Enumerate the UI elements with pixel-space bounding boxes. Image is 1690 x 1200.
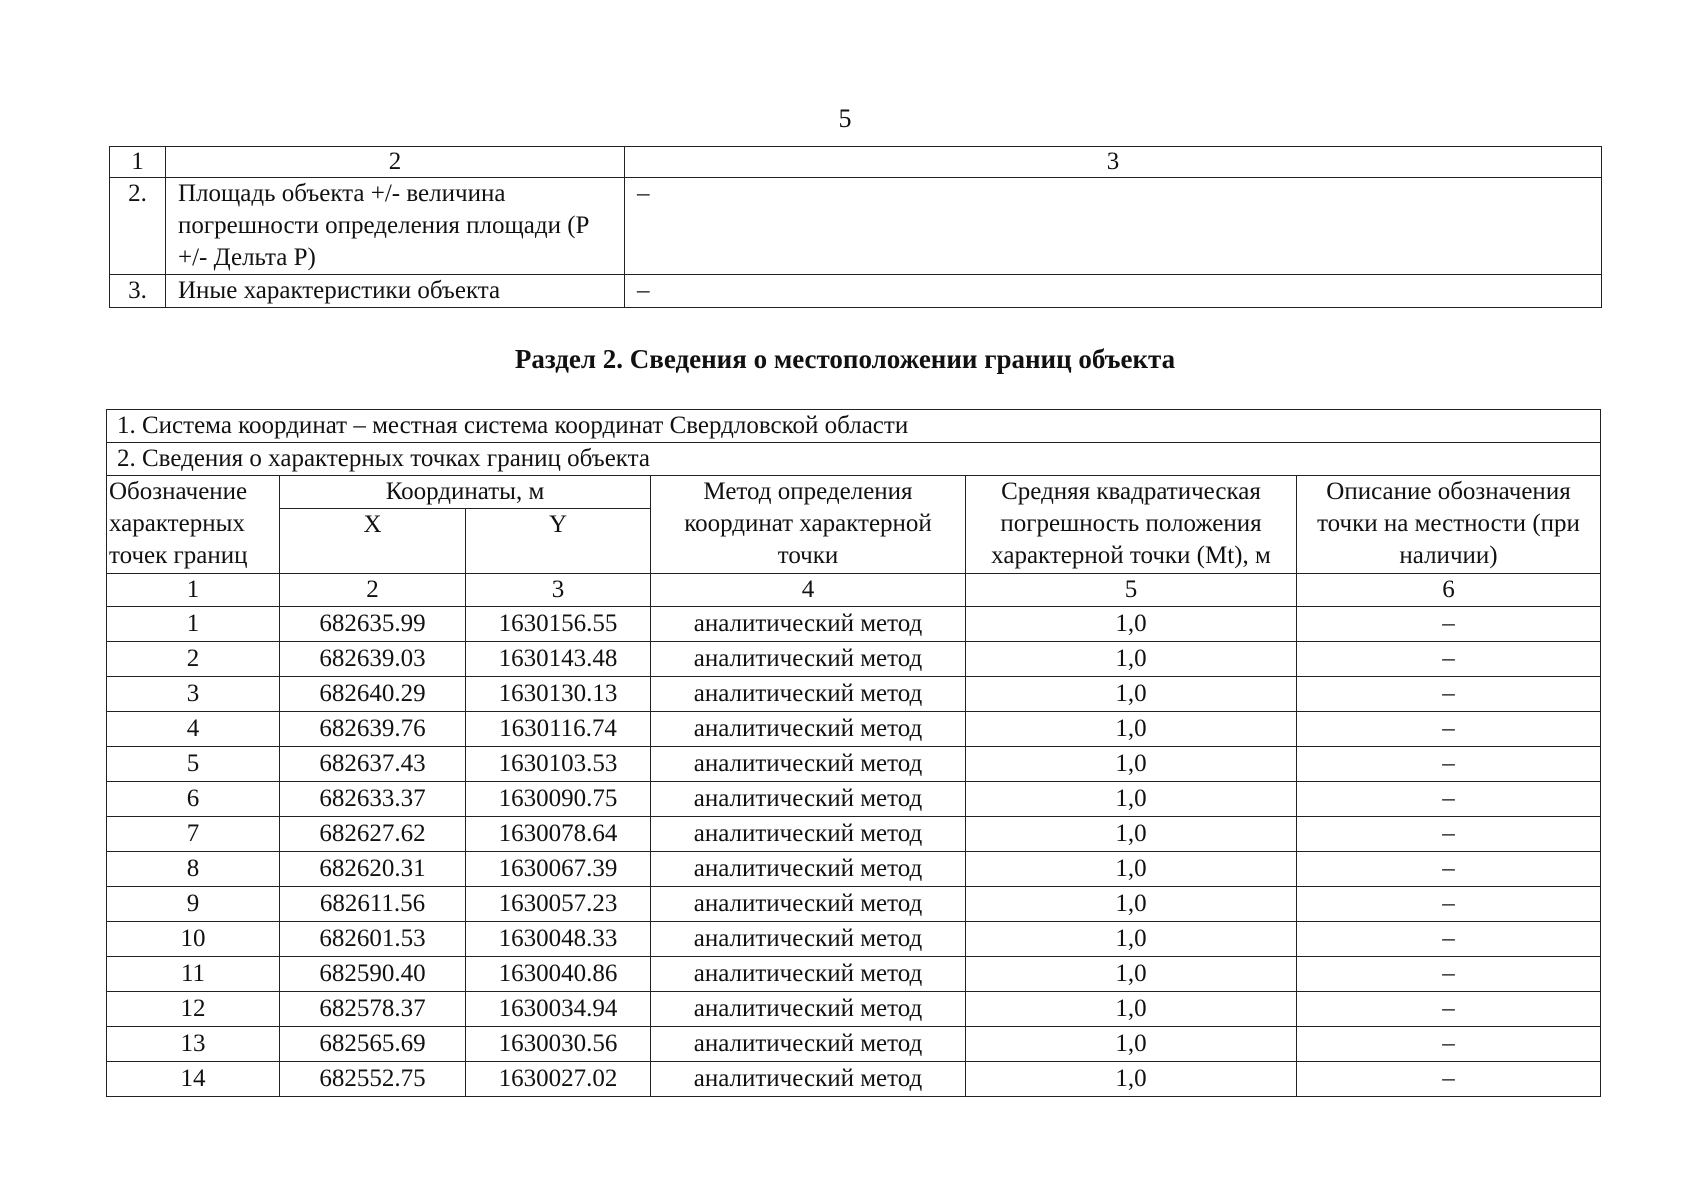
table1-header-cell: 2 xyxy=(166,147,625,178)
table-row xyxy=(107,607,1601,642)
coordinate-system-row xyxy=(107,410,1601,443)
description-cell: – xyxy=(1297,922,1601,957)
description-cell: – xyxy=(1297,887,1601,922)
method-cell: аналитический метод xyxy=(651,607,966,642)
table-row xyxy=(107,1027,1601,1062)
error-cell: 1,0 xyxy=(966,922,1297,957)
points-body xyxy=(107,607,1601,1097)
point-number-cell: 11 xyxy=(107,957,280,992)
x-coordinate-cell: 682620.31 xyxy=(280,852,466,887)
point-number-cell: 1 xyxy=(107,607,280,642)
column-number: 4 xyxy=(651,574,966,607)
point-number-cell: 6 xyxy=(107,782,280,817)
y-coordinate-cell: 1630027.02 xyxy=(466,1062,651,1097)
method-cell: аналитический метод xyxy=(651,782,966,817)
error-cell: 1,0 xyxy=(966,887,1297,922)
method-cell: аналитический метод xyxy=(651,642,966,677)
method-cell: аналитический метод xyxy=(651,677,966,712)
page-number: 5 xyxy=(838,104,852,133)
error-cell: 1,0 xyxy=(966,747,1297,782)
point-number-cell: 10 xyxy=(107,922,280,957)
point-number-cell: 2 xyxy=(107,642,280,677)
column-number: 3 xyxy=(466,574,651,607)
y-coordinate-cell: 1630143.48 xyxy=(466,642,651,677)
method-header: Метод определения координат характерной точки xyxy=(651,476,966,574)
column-numbers-row xyxy=(107,574,1601,607)
method-cell: аналитический метод xyxy=(651,922,966,957)
table1-header-row xyxy=(110,147,1602,178)
x-coordinate-cell: 682565.69 xyxy=(280,1027,466,1062)
description-cell: – xyxy=(1297,817,1601,852)
table-row xyxy=(107,957,1601,992)
column-number: 1 xyxy=(107,574,280,607)
x-coordinate-cell: 682601.53 xyxy=(280,922,466,957)
error-cell: 1,0 xyxy=(966,992,1297,1027)
y-coordinate-cell: 1630130.13 xyxy=(466,677,651,712)
boundary-points-table xyxy=(106,409,1601,1097)
x-coordinate-cell: 682578.37 xyxy=(280,992,466,1027)
error-cell: 1,0 xyxy=(966,712,1297,747)
method-cell: аналитический метод xyxy=(651,1062,966,1097)
error-cell: 1,0 xyxy=(966,607,1297,642)
y-coordinate-cell: 1630156.55 xyxy=(466,607,651,642)
y-coordinate-cell: 1630116.74 xyxy=(466,712,651,747)
x-coordinate-cell: 682640.29 xyxy=(280,677,466,712)
point-number-cell: 3 xyxy=(107,677,280,712)
coordinates-header: Координаты, м xyxy=(280,476,651,509)
description-cell: – xyxy=(1297,712,1601,747)
description-cell: – xyxy=(1297,677,1601,712)
y-coordinate-cell: 1630067.39 xyxy=(466,852,651,887)
y-header: Y xyxy=(466,509,651,574)
description-cell: – xyxy=(1297,852,1601,887)
table-row xyxy=(107,1062,1601,1097)
x-coordinate-cell: 682627.62 xyxy=(280,817,466,852)
table1-header-cell: 1 xyxy=(110,147,166,178)
row-number: 2. xyxy=(110,178,166,275)
column-number: 5 xyxy=(966,574,1297,607)
error-cell: 1,0 xyxy=(966,642,1297,677)
points-info-text: 2. Сведения о характерных точках границ объекта xyxy=(107,443,1601,476)
description-cell: – xyxy=(1297,957,1601,992)
method-cell: аналитический метод xyxy=(651,887,966,922)
y-coordinate-cell: 1630078.64 xyxy=(466,817,651,852)
table-row xyxy=(110,275,1602,308)
point-number-cell: 13 xyxy=(107,1027,280,1062)
x-coordinate-cell: 682633.37 xyxy=(280,782,466,817)
object-characteristics-table xyxy=(109,146,1602,308)
table-row xyxy=(107,747,1601,782)
y-coordinate-cell: 1630030.56 xyxy=(466,1027,651,1062)
description-cell: – xyxy=(1297,782,1601,817)
description-cell: – xyxy=(1297,1062,1601,1097)
table-row xyxy=(107,712,1601,747)
x-coordinate-cell: 682639.76 xyxy=(280,712,466,747)
error-cell: 1,0 xyxy=(966,852,1297,887)
x-coordinate-cell: 682635.99 xyxy=(280,607,466,642)
table-row xyxy=(107,922,1601,957)
error-cell: 1,0 xyxy=(966,782,1297,817)
method-cell: аналитический метод xyxy=(651,712,966,747)
x-coordinate-cell: 682552.75 xyxy=(280,1062,466,1097)
error-cell: 1,0 xyxy=(966,677,1297,712)
row-label: Площадь объекта +/- величина погрешности определения площади (Р +/- Дельта Р) xyxy=(166,178,625,275)
y-coordinate-cell: 1630034.94 xyxy=(466,992,651,1027)
description-cell: – xyxy=(1297,642,1601,677)
row-number: 3. xyxy=(110,275,166,308)
y-coordinate-cell: 1630048.33 xyxy=(466,922,651,957)
description-cell: – xyxy=(1297,747,1601,782)
error-cell: 1,0 xyxy=(966,957,1297,992)
y-coordinate-cell: 1630040.86 xyxy=(466,957,651,992)
row-label: Иные характеристики объекта xyxy=(166,275,625,308)
table-row xyxy=(110,178,1602,275)
y-coordinate-cell: 1630057.23 xyxy=(466,887,651,922)
method-cell: аналитический метод xyxy=(651,992,966,1027)
method-cell: аналитический метод xyxy=(651,747,966,782)
table-row xyxy=(107,782,1601,817)
method-cell: аналитический метод xyxy=(651,1027,966,1062)
y-coordinate-cell: 1630103.53 xyxy=(466,747,651,782)
point-number-cell: 5 xyxy=(107,747,280,782)
x-coordinate-cell: 682590.40 xyxy=(280,957,466,992)
point-number-cell: 9 xyxy=(107,887,280,922)
table1-header-cell: 3 xyxy=(625,147,1602,178)
method-cell: аналитический метод xyxy=(651,852,966,887)
x-coordinate-cell: 682639.03 xyxy=(280,642,466,677)
table-row xyxy=(107,677,1601,712)
point-number-cell: 8 xyxy=(107,852,280,887)
column-number: 6 xyxy=(1297,574,1601,607)
table-row xyxy=(107,887,1601,922)
table-row xyxy=(107,852,1601,887)
method-cell: аналитический метод xyxy=(651,817,966,852)
description-cell: – xyxy=(1297,992,1601,1027)
designation-header: Обозначение характерных точек границ xyxy=(107,476,280,574)
point-number-cell: 7 xyxy=(107,817,280,852)
x-coordinate-cell: 682637.43 xyxy=(280,747,466,782)
point-number-cell: 4 xyxy=(107,712,280,747)
table2-header-row xyxy=(107,476,1601,509)
error-header: Средняя квадратическая погрешность положения характерной точки (Mt), м xyxy=(966,476,1297,574)
error-cell: 1,0 xyxy=(966,817,1297,852)
table-row xyxy=(107,642,1601,677)
table-row xyxy=(107,817,1601,852)
points-info-row xyxy=(107,443,1601,476)
description-cell: – xyxy=(1297,607,1601,642)
point-number-cell: 14 xyxy=(107,1062,280,1097)
column-number: 2 xyxy=(280,574,466,607)
row-value: – xyxy=(625,275,1602,308)
x-header: X xyxy=(280,509,466,574)
error-cell: 1,0 xyxy=(966,1062,1297,1097)
y-coordinate-cell: 1630090.75 xyxy=(466,782,651,817)
error-cell: 1,0 xyxy=(966,1027,1297,1062)
x-coordinate-cell: 682611.56 xyxy=(280,887,466,922)
description-header: Описание обозначения точки на местности (при наличии) xyxy=(1297,476,1601,574)
method-cell: аналитический метод xyxy=(651,957,966,992)
point-number-cell: 12 xyxy=(107,992,280,1027)
table-row xyxy=(107,992,1601,1027)
row-value: – xyxy=(625,178,1602,275)
description-cell: – xyxy=(1297,1027,1601,1062)
section-title: Раздел 2. Сведения о местоположении границ объекта xyxy=(514,344,1176,374)
coordinate-system-text: 1. Система координат – местная система координат Свердловской области xyxy=(107,410,1601,443)
